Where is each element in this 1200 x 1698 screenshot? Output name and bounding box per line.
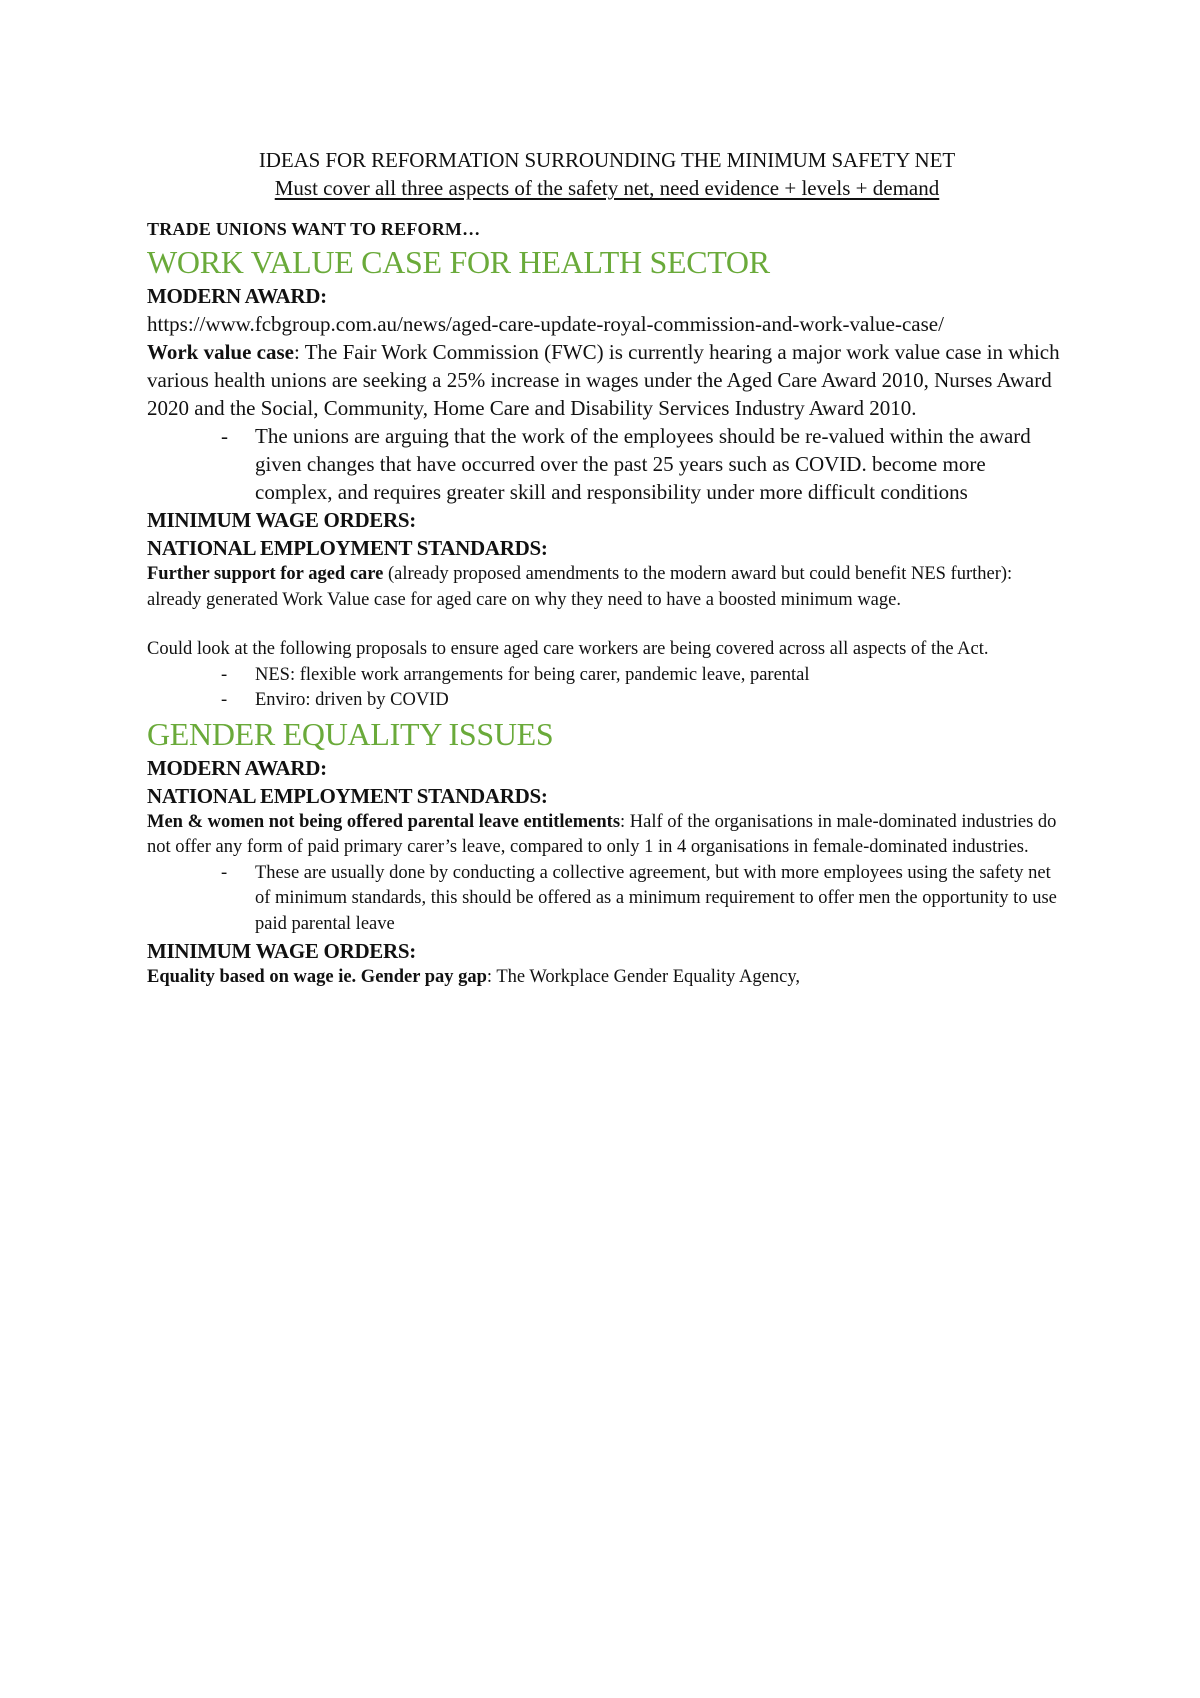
list-item [221,663,1067,689]
list-item [221,861,1067,938]
parental-leave-text: : Half of the organisations in male-dominated industries do not offer any form of paid primary carer’s leave, compared to only 1 in 4 organisations in female-dominated industries. [147,811,1057,857]
title-block [147,146,1067,202]
dash-marker: - [221,664,228,685]
gender-pay-gap-text: : The Workplace Gender Equality Agency, [486,967,800,987]
list-item [221,688,1067,714]
document-title: IDEAS FOR REFORMATION SURROUNDING THE MINIMUM SAFETY NET [258,148,956,172]
gender-pay-gap-term: Equality based on wage ie. Gender pay gap [147,967,487,987]
dash-marker: - [221,424,228,448]
list-item-text: These are usually done by conducting a collective agreement, but with more employees using the safety net of minimum standards, this should be offered as a minimum requirement to offer men the opportunity to use paid parental leave [255,862,1057,934]
dash-marker: - [221,862,228,883]
work-value-paragraph [147,338,1067,422]
document-subtitle: Must cover all three aspects of the safety net, need evidence + levels + demand [274,176,940,200]
minimum-wage-orders-heading: MINIMUM WAGE ORDERS: [147,939,416,963]
parental-leave-paragraph [147,810,1067,861]
aged-care-text: (already proposed amendments to the modern award but could benefit NES further): already generated Work Value case for aged care on why they need to have a boosted minimum wage. [147,564,1013,610]
document-body [147,146,1067,991]
proposals-bullets [147,663,1067,714]
dash-marker: - [221,690,228,710]
reference-url[interactable]: https://www.fcbgroup.com.au/news/aged-care-update-royal-commission-and-work-value-case/ [147,312,944,336]
parental-leave-bullets [147,861,1067,938]
trade-unions-heading: TRADE UNIONS WANT TO REFORM… [147,219,481,239]
section-heading-work-value: WORK VALUE CASE FOR HEALTH SECTOR [147,244,770,280]
parental-leave-term: Men & women not being offered parental leave entitlements [147,811,621,832]
minimum-wage-orders-heading: MINIMUM WAGE ORDERS: [147,508,416,532]
nes-heading: NATIONAL EMPLOYMENT STANDARDS: [147,783,548,808]
aged-care-paragraph [147,562,1067,613]
gender-pay-gap-paragraph [147,965,1067,991]
list-item-text: NES: flexible work arrangements for being carer, pandemic leave, parental [255,664,810,685]
work-value-text: : The Fair Work Commission (FWC) is currently hearing a major work value case in which various health unions are seeking a 25% increase in wages under the Aged Care Award 2010, Nurses Award 2020 and the Social, Community, Home Care and Disability Services Industry Award 2010. [147,340,1060,420]
proposals-paragraph: Could look at the following proposals to ensure aged care workers are being covered across all aspects of the Act. [147,639,989,659]
aged-care-term: Further support for aged care [147,564,384,584]
modern-award-heading: MODERN AWARD: [147,755,327,780]
work-value-term: Work value case [147,340,294,364]
list-item-text: The unions are arguing that the work of the employees should be re-valued within the award given changes that have occurred over the past 25 years such as COVID. become more complex, and requires greater skill and responsibility under more difficult conditions [255,424,1031,504]
work-value-bullets [147,422,1067,506]
list-item-text: Enviro: driven by COVID [255,690,449,710]
list-item [221,422,1067,506]
modern-award-heading: MODERN AWARD: [147,284,327,308]
nes-heading: NATIONAL EMPLOYMENT STANDARDS: [147,536,548,560]
section-heading-gender-equality: GENDER EQUALITY ISSUES [147,715,554,752]
